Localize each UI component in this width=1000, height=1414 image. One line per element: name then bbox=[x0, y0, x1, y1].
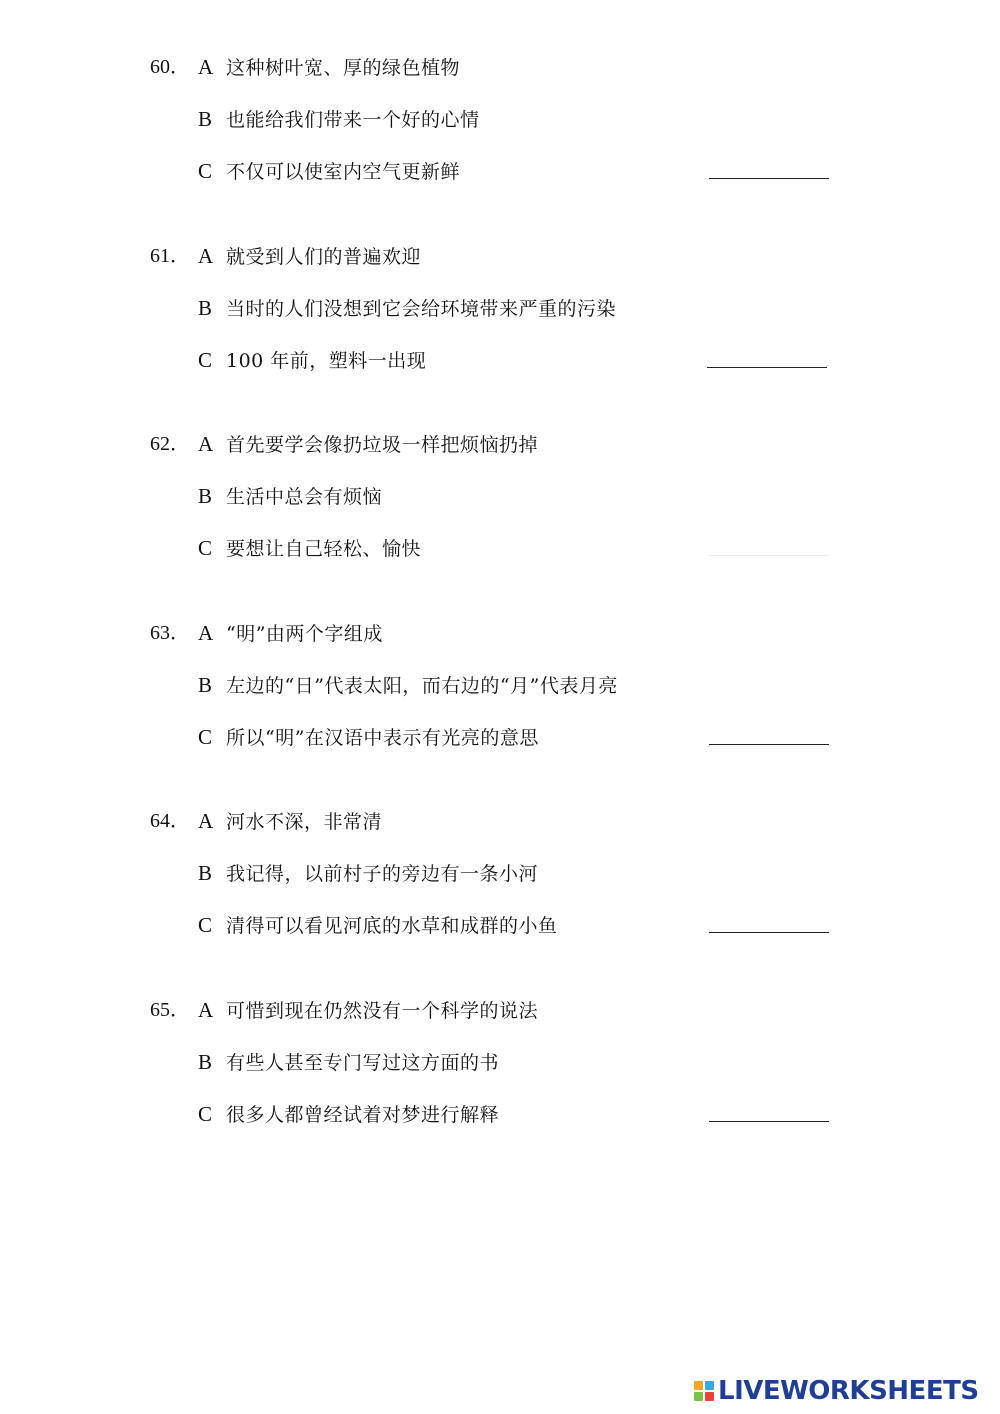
answer-input[interactable] bbox=[707, 367, 827, 368]
option-letter: C bbox=[198, 348, 213, 372]
answer-input[interactable] bbox=[709, 1121, 829, 1122]
liveworksheets-logo-icon bbox=[694, 1381, 714, 1401]
question-number: 61． bbox=[150, 245, 190, 267]
option-text: 100 年前，塑料一出现 bbox=[226, 350, 427, 372]
answer-input[interactable] bbox=[709, 932, 829, 933]
answer-input[interactable] bbox=[709, 744, 829, 745]
option-b bbox=[198, 483, 382, 509]
option-text: 当时的人们没想到它会给环境带来严重的污染 bbox=[226, 298, 617, 320]
option-letter: B bbox=[198, 484, 213, 508]
logo-square bbox=[705, 1392, 714, 1401]
question-number: 64． bbox=[150, 810, 190, 832]
option-c bbox=[198, 1101, 499, 1127]
answer-input[interactable] bbox=[709, 178, 829, 179]
option-text: 可惜到现在仍然没有一个科学的说法 bbox=[226, 1000, 539, 1022]
option-letter: B bbox=[198, 1050, 213, 1074]
question-65 bbox=[0, 997, 1000, 1167]
logo-square bbox=[694, 1381, 703, 1390]
option-text: 就受到人们的普遍欢迎 bbox=[226, 246, 422, 268]
option-text: 生活中总会有烦恼 bbox=[226, 486, 383, 508]
option-b bbox=[198, 672, 618, 698]
question-number: 62． bbox=[150, 433, 190, 455]
logo-square bbox=[705, 1381, 714, 1390]
option-letter: B bbox=[198, 107, 213, 131]
option-a bbox=[198, 243, 421, 269]
option-letter: C bbox=[198, 536, 213, 560]
option-letter: A bbox=[198, 621, 214, 645]
option-b bbox=[198, 295, 616, 321]
option-text: 首先要学会像扔垃圾一样把烦恼扔掉 bbox=[226, 434, 539, 456]
question-60 bbox=[0, 54, 1000, 224]
option-letter: C bbox=[198, 159, 213, 183]
option-text: “明”由两个字组成 bbox=[226, 623, 383, 645]
option-letter: C bbox=[198, 725, 213, 749]
question-62 bbox=[0, 431, 1000, 601]
question-63 bbox=[0, 620, 1000, 790]
option-c bbox=[198, 158, 460, 184]
answer-input[interactable] bbox=[709, 555, 829, 556]
option-text: 这种树叶宽、厚的绿色植物 bbox=[226, 57, 461, 79]
option-text: 不仅可以使室内空气更新鲜 bbox=[226, 161, 461, 183]
question-number: 60． bbox=[150, 56, 190, 78]
option-text: 河水不深，非常清 bbox=[226, 811, 383, 833]
option-letter: A bbox=[198, 432, 214, 456]
option-letter: A bbox=[198, 809, 214, 833]
option-letter: B bbox=[198, 861, 213, 885]
liveworksheets-brand[interactable] bbox=[694, 1376, 979, 1406]
option-c bbox=[198, 535, 421, 561]
option-letter: B bbox=[198, 673, 213, 697]
option-text: 要想让自己轻松、愉快 bbox=[226, 538, 422, 560]
option-text: 左边的“日”代表太阳，而右边的“月”代表月亮 bbox=[226, 675, 618, 697]
question-number: 63． bbox=[150, 622, 190, 644]
option-text: 也能给我们带来一个好的心情 bbox=[226, 109, 480, 131]
option-a bbox=[198, 997, 538, 1023]
option-b bbox=[198, 860, 538, 886]
brand-text: LIVEWORKSHEETS bbox=[718, 1376, 979, 1406]
option-text: 有些人甚至专门写过这方面的书 bbox=[226, 1052, 500, 1074]
question-64 bbox=[0, 808, 1000, 978]
option-text: 很多人都曾经试着对梦进行解释 bbox=[226, 1104, 500, 1126]
option-letter: A bbox=[198, 55, 214, 79]
option-text: 所以“明”在汉语中表示有光亮的意思 bbox=[226, 727, 539, 749]
option-text: 清得可以看见河底的水草和成群的小鱼 bbox=[226, 915, 558, 937]
option-a bbox=[198, 620, 383, 646]
option-a bbox=[198, 54, 460, 80]
option-letter: C bbox=[198, 1102, 213, 1126]
option-letter: A bbox=[198, 244, 214, 268]
option-letter: C bbox=[198, 913, 213, 937]
option-c bbox=[198, 912, 558, 938]
option-b bbox=[198, 1049, 499, 1075]
question-number: 65． bbox=[150, 999, 190, 1021]
question-61 bbox=[0, 243, 1000, 413]
option-c bbox=[198, 724, 539, 750]
option-text: 我记得，以前村子的旁边有一条小河 bbox=[226, 863, 539, 885]
option-a bbox=[198, 808, 382, 834]
option-letter: B bbox=[198, 296, 213, 320]
option-a bbox=[198, 431, 538, 457]
option-b bbox=[198, 106, 480, 132]
logo-square bbox=[694, 1392, 703, 1401]
option-letter: A bbox=[198, 998, 214, 1022]
option-c bbox=[198, 347, 426, 373]
